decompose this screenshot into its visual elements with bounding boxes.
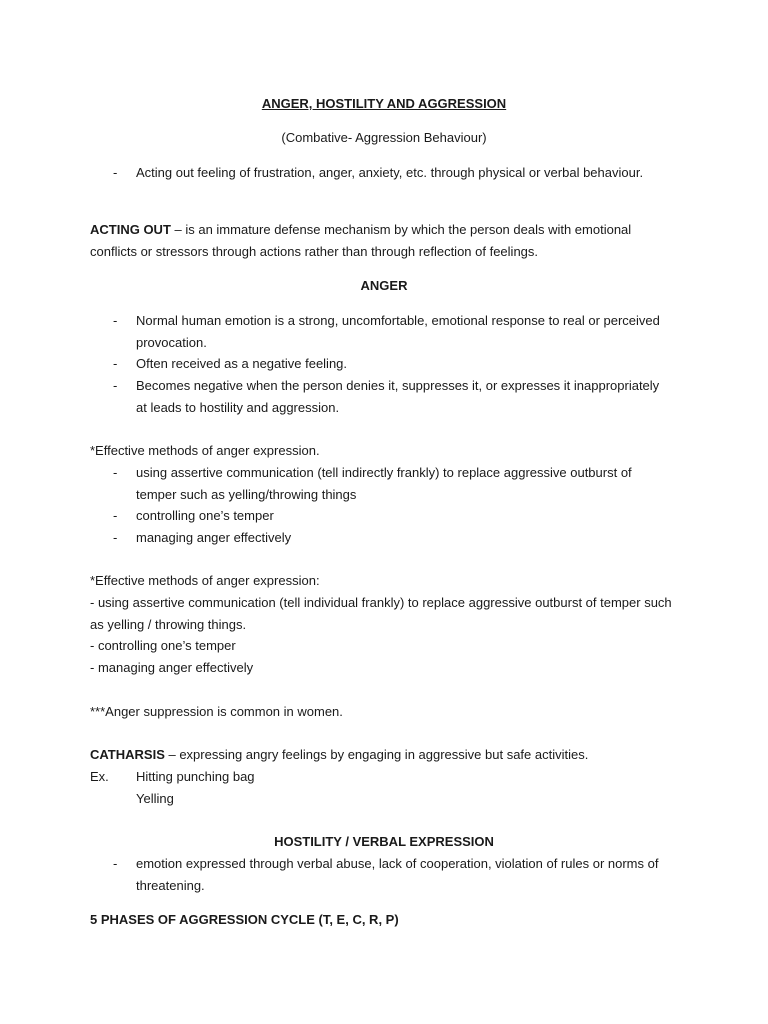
catharsis-term: CATHARSIS (90, 747, 165, 762)
methods-line: - controlling one’s temper (90, 638, 236, 653)
list-item-text: using assertive communication (tell indirectly frankly) to replace aggressive outburst of temper such as yelling/throwing things (136, 465, 632, 502)
example-item: Yelling (136, 791, 174, 806)
list-item-text: Often received as a negative feeling. (136, 356, 348, 371)
bullet-dash: - (113, 530, 118, 545)
anger-heading: ANGER (360, 278, 408, 293)
list-item-text: Acting out feeling of frustration, anger, anxiety, etc. through physical or verbal behaviour. (136, 165, 644, 180)
acting-out-paragraph (90, 219, 680, 262)
suppression-note: ***Anger suppression is common in women. (90, 704, 343, 719)
example-item: Hitting punching bag (136, 769, 255, 784)
methods-line: - managing anger effectively (90, 660, 254, 675)
list-item-text: controlling one’s temper (136, 508, 274, 523)
document-subtitle: (Combative- Aggression Behaviour) (281, 130, 487, 145)
list-item-text: Becomes negative when the person denies it, suppresses it, or expresses it inappropriately at leads to hostility and aggression. (136, 378, 660, 415)
bullet-dash: - (113, 378, 118, 393)
bullet-dash: - (113, 313, 118, 328)
acting-out-term: ACTING OUT (90, 222, 171, 237)
phases-heading: 5 PHASES OF AGGRESSION CYCLE (T, E, C, R, P) (90, 912, 399, 927)
bullet-dash: - (113, 508, 118, 523)
bullet-dash: - (113, 856, 118, 871)
example-label: Ex. (90, 769, 109, 784)
list-item-text: emotion expressed through verbal abuse, lack of cooperation, violation of rules or norms of threatening. (136, 856, 659, 893)
methods-line: - using assertive communication (tell individual frankly) to replace aggressive outburst of temper such as yelling / throwing things. (90, 595, 672, 632)
list-item-text: Normal human emotion is a strong, uncomfortable, emotional response to real or perceived provocation. (136, 313, 660, 350)
bullet-dash: - (113, 165, 118, 180)
list-item-text: managing anger effectively (136, 530, 292, 545)
bullet-dash: - (113, 465, 118, 480)
example-block (90, 766, 680, 810)
acting-out-definition: – is an immature defense mechanism by which the person deals with emotional conflicts or stressors through actions rather than through reflection of feelings. (90, 222, 632, 259)
catharsis-paragraph (90, 744, 680, 766)
document-title: ANGER, HOSTILITY AND AGGRESSION (261, 96, 507, 111)
hostility-heading: HOSTILITY / VERBAL EXPRESSION (274, 834, 494, 849)
methods-heading: *Effective methods of anger expression. (90, 443, 320, 458)
methods-heading-2: *Effective methods of anger expression: (90, 573, 320, 588)
catharsis-definition: – expressing angry feelings by engaging in aggressive but safe activities. (164, 747, 589, 762)
bullet-dash: - (113, 356, 118, 371)
